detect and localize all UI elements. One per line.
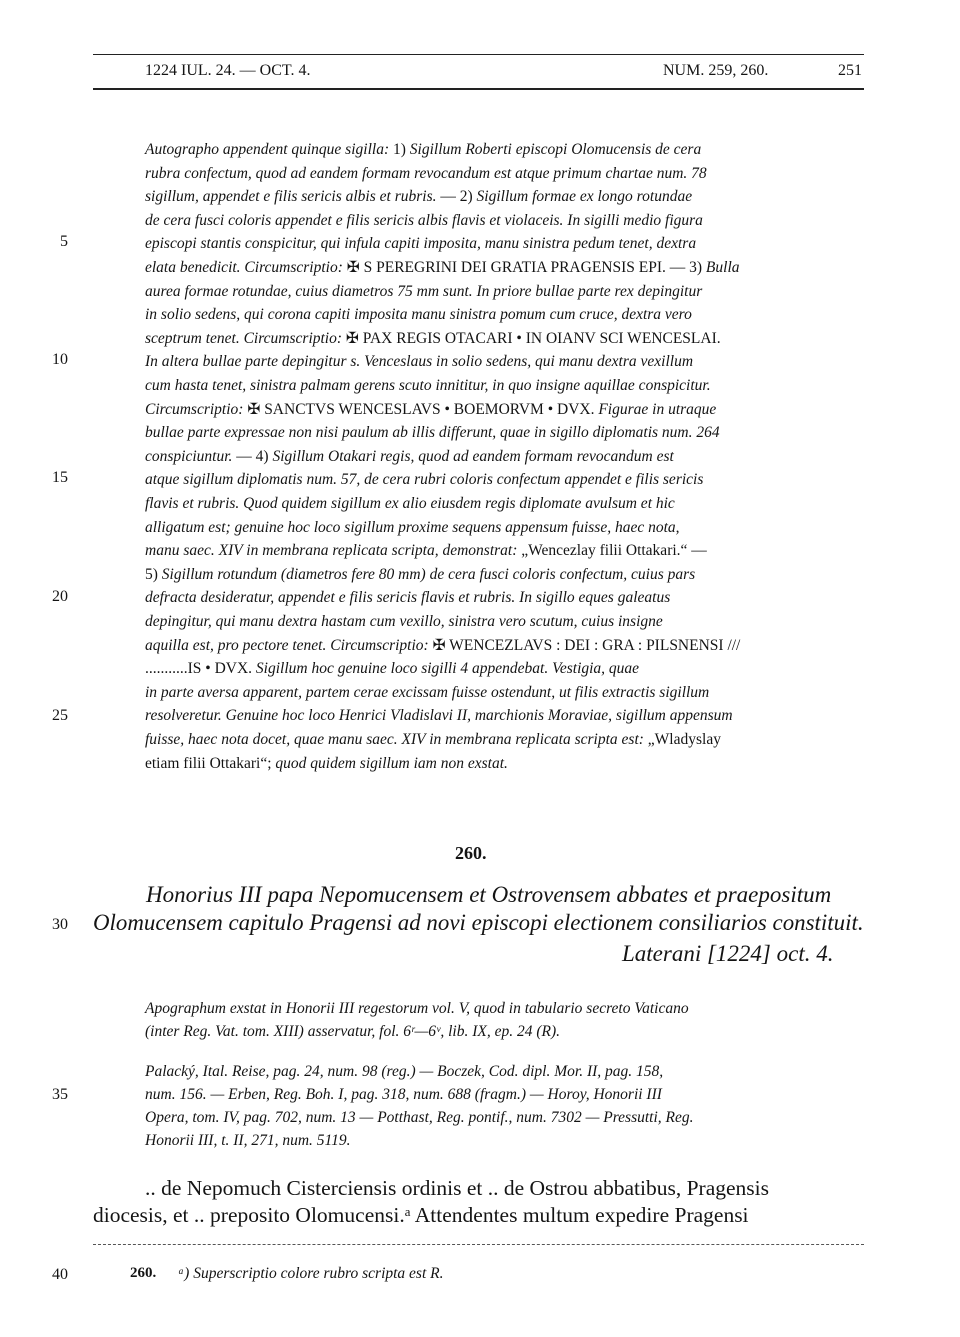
commentary-line xyxy=(145,517,680,538)
header-doc-numbers: NUM. 259, 260. xyxy=(663,62,769,79)
commentary-line xyxy=(145,139,701,160)
header-rule-bottom xyxy=(93,88,864,90)
commentary-italic-text: Sigillum Otakari regis, quod ad eandem formam revocandum est xyxy=(272,447,674,465)
commentary-italic-text: Sigillum Roberti episcopi Olomucensis de cera xyxy=(409,141,702,158)
commentary-line xyxy=(145,587,670,608)
footnote-rule xyxy=(93,1244,864,1245)
commentary-line xyxy=(145,163,707,184)
apograph-line: (inter Reg. Vat. tom. XIII) asservatur, fol. 6ʳ—6ᵛ, lib. IX, ep. 24 (R). xyxy=(145,1023,561,1040)
references-line: Palacký, Ital. Reise, pag. 24, num. 98 (reg.) — Boczek, Cod. dipl. Mor. II, pag. 158, xyxy=(145,1063,664,1080)
commentary-italic-text: Sigillum rotundum (diametros fere 80 mm) de cera fusci coloris confectum, cuius pars xyxy=(161,565,696,583)
commentary-line xyxy=(145,281,702,302)
references-line: num. 156. — Erben, Reg. Boh. I, pag. 318, num. 688 (fragm.) — Horoy, Honorii III xyxy=(145,1086,662,1103)
commentary-line xyxy=(145,469,703,490)
commentary-roman-text: „Wencezlay filii Ottakari.“ — xyxy=(521,542,707,560)
commentary-italic-text: Sigillum formae ex longo rotundae xyxy=(476,188,693,206)
commentary-italic-text: Figurae in utraque xyxy=(598,400,717,418)
line-number: 10 xyxy=(52,351,68,368)
commentary-roman-text: 1) xyxy=(392,141,410,158)
commentary-italic-text: resolveretur. Genuine hoc loco Henrici Vladislavi II, marchionis Moraviae, sigillum appensum xyxy=(145,707,733,725)
commentary-italic-text: bullae parte expressae non nisi paulum ab illis differunt, quae in sigillo diplomatis num. 264 xyxy=(145,424,720,442)
line-number: 5 xyxy=(60,233,68,250)
commentary-line xyxy=(145,186,692,207)
commentary-roman-text: — 4) xyxy=(236,447,273,465)
commentary-line xyxy=(145,233,696,254)
commentary-line xyxy=(145,210,703,231)
commentary-roman-text: ...........IS • DVX. xyxy=(145,660,256,678)
commentary-line xyxy=(145,422,720,443)
document-text-line: diocesis, et .. preposito Olomucensi.ᵃ Attendentes multum expedire Pragensi xyxy=(93,1203,749,1227)
commentary-roman-text: ✠ PAX REGIS OTACARI • IN OIANV SCI WENCESLAI. xyxy=(345,329,721,347)
commentary-italic-text: Sigillum hoc genuine loco sigilli 4 appendebat. Vestigia, quae xyxy=(255,660,640,678)
commentary-roman-text: ✠ S PEREGRINI DEI GRATIA PRAGENSIS EPI. — 3) xyxy=(346,259,706,276)
line-number: 30 xyxy=(52,916,68,933)
commentary-roman-text: „Wladyslay xyxy=(647,731,721,748)
commentary-italic-text: Bulla xyxy=(705,259,740,276)
commentary-italic-text: Autographo appendent quinque sigilla: xyxy=(145,141,393,158)
commentary-line xyxy=(145,753,508,774)
commentary-italic-text: alligatum est; genuine hoc loco sigillum proxime sequens appensum fuisse, haec nota, xyxy=(145,518,680,536)
commentary-italic-text: episcopi stantis conspicitur, qui infula capiti imposita, manu sinistra pedum tenet, dextra xyxy=(145,235,697,253)
commentary-italic-text: quod quidem sigillum iam non exstat. xyxy=(275,754,508,772)
commentary-italic-text: atque sigillum diplomatis num. 57, de cera rubri coloris confectum appendet e filis sericis xyxy=(145,471,704,489)
commentary-line xyxy=(145,399,716,420)
commentary-line xyxy=(145,304,692,325)
commentary-line xyxy=(145,729,721,750)
commentary-italic-text: Circumscriptio: xyxy=(145,400,248,418)
commentary-line xyxy=(145,540,707,561)
commentary-italic-text: depingitur, qui manu dextra hastam cum vexillo, sinistra vero scutum, cuius insigne xyxy=(145,613,663,630)
commentary-line xyxy=(145,705,733,726)
commentary-roman-text: — 2) xyxy=(440,188,477,206)
document-title-line: Honorius III papa Nepomucensem et Ostrovensem abbates et praepositum xyxy=(146,882,832,907)
commentary-italic-text: fuisse, haec nota docet, quae manu saec. XIV in membrana replicata scripta est: xyxy=(145,731,648,748)
commentary-italic-text: sigillum, appendet e filis sericis albis et rubris. xyxy=(145,188,441,206)
header-dates: 1224 IUL. 24. — OCT. 4. xyxy=(145,62,311,79)
document-text-line: .. de Nepomuch Cisterciensis ordinis et .. de Ostrou abbatibus, Pragensis xyxy=(145,1176,769,1200)
commentary-line xyxy=(145,328,721,349)
commentary-italic-text: rubra confectum, quod ad eandem formam revocandum est atque primum chartae num. 78 xyxy=(145,164,707,182)
references-line: Honorii III, t. II, 271, num. 5119. xyxy=(145,1132,351,1149)
commentary-italic-text: conspiciuntur. xyxy=(145,447,237,465)
document-title-line: Olomucensem capitulo Pragensi ad novi episcopi electionem consiliarios constituit. xyxy=(93,910,864,935)
commentary-italic-text: in parte aversa apparent, partem cerae excissam fuisse ostendunt, ut filis extractis sigillum xyxy=(145,683,710,701)
commentary-italic-text: cum hasta tenet, sinistra palmam gerens scuto innititur, in quo insigne aquillae conspicitur. xyxy=(145,377,711,394)
line-number: 15 xyxy=(52,469,68,486)
commentary-italic-text: aquilla est, pro pectore tenet. Circumscriptio: xyxy=(145,636,433,654)
footnote-document-number: 260. xyxy=(130,1265,157,1281)
commentary-line xyxy=(145,351,693,372)
commentary-line xyxy=(145,257,740,278)
footnote-text: ᵃ) Superscriptio colore rubro scripta est R. xyxy=(178,1265,444,1282)
commentary-line xyxy=(145,446,674,467)
commentary-italic-text: aurea formae rotundae, cuius diametros 75 mm sunt. In priore bullae parte rex depingitur xyxy=(145,282,703,300)
page-number: 251 xyxy=(838,62,862,79)
line-number: 20 xyxy=(52,588,68,605)
commentary-line xyxy=(145,635,740,656)
document-number: 260. xyxy=(455,843,487,863)
line-number: 40 xyxy=(52,1266,68,1283)
apograph-line: Apographum exstat in Honorii III regestorum vol. V, quod in tabulario secreto Vaticano xyxy=(145,1000,689,1017)
header-rule-top xyxy=(93,54,864,55)
commentary-line xyxy=(145,493,675,514)
commentary-line xyxy=(145,375,711,396)
commentary-italic-text: in solio sedens, qui corona capiti imposita manu sinistra pomum cum cruce, dextra vero xyxy=(145,306,692,324)
commentary-italic-text: sceptrum tenet. Circumscriptio: xyxy=(145,329,346,347)
commentary-italic-text: de cera fusci coloris appendet e filis sericis albis flavis et violaceis. In sigilli medio figura xyxy=(145,211,703,229)
commentary-line xyxy=(145,611,663,632)
commentary-italic-text: In altera bullae parte depingitur s. Venceslaus in solio sedens, qui manu dextra vexillum xyxy=(145,353,694,371)
commentary-italic-text: defracta desideratur, appendet e filis sericis flavis et rubris. In sigillo eques galeatus xyxy=(145,589,671,607)
commentary-italic-text: flavis et rubris. Quod quidem sigillum ex alio eiusdem regis diplomate avulsum et hic xyxy=(145,495,675,512)
commentary-roman-text: ✠ WENCEZLAVS : DEI : GRA : PILSNENSI /// xyxy=(432,636,741,654)
commentary-roman-text: 5) xyxy=(145,565,162,583)
commentary-roman-text: etiam filii Ottakari“; xyxy=(145,754,276,772)
commentary-italic-text: elata benedicit. Circumscriptio: xyxy=(145,259,347,276)
commentary-roman-text: ✠ SANCTVS WENCESLAVS • BOEMORVM • DVX. xyxy=(247,400,599,418)
line-number: 35 xyxy=(52,1086,68,1103)
commentary-line xyxy=(145,682,709,703)
commentary-line xyxy=(145,564,695,585)
references-line: Opera, tom. IV, pag. 702, num. 13 — Potthast, Reg. pontif., num. 7302 — Pressutti, Reg. xyxy=(145,1109,694,1126)
commentary-italic-text: manu saec. XIV in membrana replicata scripta, demonstrat: xyxy=(145,542,522,560)
line-number: 25 xyxy=(52,707,68,724)
commentary-line xyxy=(145,658,639,679)
place-date: Laterani [1224] oct. 4. xyxy=(622,941,834,966)
